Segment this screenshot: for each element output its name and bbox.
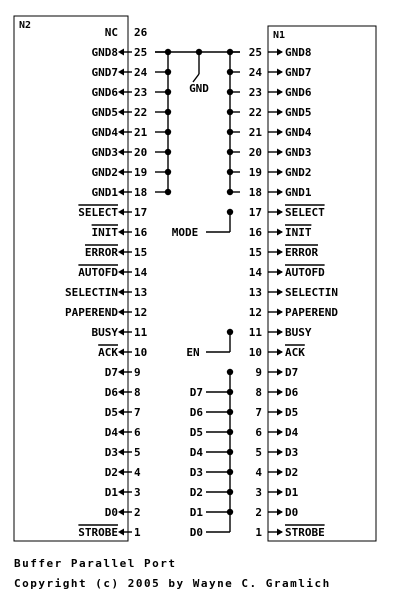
pin-16-label-left: INIT — [91, 226, 118, 239]
pin-7-label-right: D5 — [285, 406, 299, 419]
pin-10-number-left: 10 — [134, 346, 148, 359]
pin-7-arrow-left — [118, 409, 124, 416]
gnd-junction-left-21 — [165, 129, 171, 135]
pin-1-number-right: 1 — [255, 526, 262, 539]
pin-23-label-left: GND6 — [91, 86, 118, 99]
pin-17-label-right: SELECT — [285, 206, 325, 219]
data-net-junction-d0 — [227, 509, 233, 515]
data-net-label-d4: D4 — [189, 446, 203, 459]
gnd-junction-right-18 — [227, 189, 233, 195]
pin-19-label-right: GND2 — [285, 166, 312, 179]
pin-1-number-left: 1 — [134, 526, 141, 539]
data-net-label-d1: D1 — [189, 506, 203, 519]
pin-18-arrow-left — [118, 189, 124, 196]
gnd-junction-right-21 — [227, 129, 233, 135]
pin-23-number-left: 23 — [134, 86, 148, 99]
pin-13-arrow-right — [277, 289, 283, 296]
pin-24-number-left: 24 — [134, 66, 148, 79]
pin-10-label-left: ACK — [98, 346, 118, 359]
pin-9-label-right: D7 — [285, 366, 299, 379]
pin-18-number-right: 18 — [248, 186, 262, 199]
en-net-junction — [227, 329, 233, 335]
pin-17-arrow-right — [277, 209, 283, 216]
pin-15-number-left: 15 — [134, 246, 148, 259]
caption-title: Buffer Parallel Port — [14, 557, 177, 570]
pin-9-number-left: 9 — [134, 366, 141, 379]
pin-7-arrow-right — [277, 409, 283, 416]
gnd-junction-left-20 — [165, 149, 171, 155]
pin-22-number-right: 22 — [248, 106, 262, 119]
pin-8-arrow-right — [277, 389, 283, 396]
pin-8-number-left: 8 — [134, 386, 141, 399]
pin-2-number-left: 2 — [134, 506, 141, 519]
data-net-junction-d3 — [227, 449, 233, 455]
pin-5-label-right: D3 — [285, 446, 299, 459]
pin-2-label-right: D0 — [285, 506, 299, 519]
pin-13-arrow-left — [118, 289, 124, 296]
pin-4-label-right: D2 — [285, 466, 299, 479]
pin-7-label-left: D5 — [104, 406, 118, 419]
pin-12-label-left: PAPEREND — [65, 306, 118, 319]
pin-24-number-right: 24 — [248, 66, 262, 79]
pin-15-label-left: ERROR — [84, 246, 118, 259]
pin-5-number-left: 5 — [134, 446, 141, 459]
pin-20-arrow-right — [277, 149, 283, 156]
pin-11-number-right: 11 — [248, 326, 262, 339]
mode-net-junction — [227, 209, 233, 215]
pin-14-arrow-right — [277, 269, 283, 276]
gnd-junction-right-23 — [227, 89, 233, 95]
pin-4-number-right: 4 — [255, 466, 262, 479]
mode-net-label: MODE — [171, 226, 199, 239]
pin-20-arrow-left — [118, 149, 124, 156]
pin-14-number-right: 14 — [248, 266, 262, 279]
pin-3-arrow-left — [118, 489, 124, 496]
pin-10-label-right: ACK — [285, 346, 305, 359]
pin-6-label-left: D4 — [104, 426, 118, 439]
data-net-label-d5: D5 — [189, 426, 203, 439]
data-net-junction-d6 — [227, 389, 233, 395]
pin-15-arrow-left — [118, 249, 124, 256]
pin-21-number-right: 21 — [248, 126, 262, 139]
pin-17-number-right: 17 — [248, 206, 262, 219]
pin-25-arrow-left — [118, 49, 124, 56]
pin-23-arrow-left — [118, 89, 124, 96]
pin-20-number-right: 20 — [248, 146, 262, 159]
n1-connector-box — [268, 26, 376, 541]
data-net-junction-d2 — [227, 469, 233, 475]
pin-4-label-left: D2 — [104, 466, 118, 479]
pin-13-number-right: 13 — [248, 286, 262, 299]
pin-11-arrow-right — [277, 329, 283, 336]
pin-6-number-right: 6 — [255, 426, 262, 439]
pin-6-label-right: D4 — [285, 426, 299, 439]
pin-14-label-right: AUTOFD — [285, 266, 325, 279]
pin-13-label-right: SELECTIN — [285, 286, 338, 299]
gnd-junction-left-19 — [165, 169, 171, 175]
pin-6-number-left: 6 — [134, 426, 141, 439]
pin-25-number-right: 25 — [248, 46, 262, 59]
pin-2-arrow-left — [118, 509, 124, 516]
pin-5-arrow-right — [277, 449, 283, 456]
gnd-net-label: GND — [189, 82, 209, 95]
pin-22-arrow-left — [118, 109, 124, 116]
pin-26-label-left: NC — [104, 26, 118, 39]
pin-22-number-left: 22 — [134, 106, 148, 119]
pin-26-number-left: 26 — [134, 26, 148, 39]
pin-17-label-left: SELECT — [78, 206, 118, 219]
pin-16-number-right: 16 — [248, 226, 262, 239]
pin-14-number-left: 14 — [134, 266, 148, 279]
pin-18-number-left: 18 — [134, 186, 148, 199]
en-net-label: EN — [186, 346, 200, 359]
pin-18-label-right: GND1 — [285, 186, 312, 199]
pin-21-arrow-right — [277, 129, 283, 136]
data-net-label-d7: D7 — [189, 386, 203, 399]
pin-19-label-left: GND2 — [91, 166, 118, 179]
pin-14-arrow-left — [118, 269, 124, 276]
pin-11-arrow-left — [118, 329, 124, 336]
pin-25-arrow-right — [277, 49, 283, 56]
data-net-junction-d5 — [227, 409, 233, 415]
data-net-junction-d7 — [227, 369, 233, 375]
pin-4-arrow-right — [277, 469, 283, 476]
gnd-junction-right-20 — [227, 149, 233, 155]
pin-2-label-left: D0 — [104, 506, 118, 519]
pin-25-number-left: 25 — [134, 46, 148, 59]
pin-19-number-left: 19 — [134, 166, 148, 179]
pin-15-number-right: 15 — [248, 246, 262, 259]
pin-13-number-left: 13 — [134, 286, 148, 299]
pin-22-label-left: GND5 — [91, 106, 118, 119]
pin-25-label-right: GND8 — [285, 46, 312, 59]
pin-13-label-left: SELECTIN — [65, 286, 118, 299]
pin-8-arrow-left — [118, 389, 124, 396]
pin-24-arrow-left — [118, 69, 124, 76]
data-net-label-d6: D6 — [189, 406, 203, 419]
data-net-label-d0: D0 — [189, 526, 203, 539]
pin-4-number-left: 4 — [134, 466, 141, 479]
pin-8-number-right: 8 — [255, 386, 262, 399]
pin-19-number-right: 19 — [248, 166, 262, 179]
pin-8-label-left: D6 — [104, 386, 118, 399]
gnd-junction-right-25 — [227, 49, 233, 55]
pin-6-arrow-right — [277, 429, 283, 436]
gnd-junction-right-24 — [227, 69, 233, 75]
pin-2-arrow-right — [277, 509, 283, 516]
pin-11-label-right: BUSY — [285, 326, 312, 339]
pin-24-label-right: GND7 — [285, 66, 312, 79]
pin-9-label-left: D7 — [104, 366, 118, 379]
gnd-junction-right-22 — [227, 109, 233, 115]
data-net-junction-d1 — [227, 489, 233, 495]
gnd-junction-left-24 — [165, 69, 171, 75]
gnd-junction-left-25 — [165, 49, 171, 55]
pin-9-arrow-right — [277, 369, 283, 376]
pin-18-arrow-right — [277, 189, 283, 196]
pin-5-arrow-left — [118, 449, 124, 456]
pin-16-arrow-left — [118, 229, 124, 236]
pin-1-arrow-left — [118, 529, 124, 536]
gnd-junction-left-22 — [165, 109, 171, 115]
pin-1-label-right: STROBE — [285, 526, 325, 539]
gnd-junction-right-19 — [227, 169, 233, 175]
pin-20-number-left: 20 — [134, 146, 148, 159]
pin-10-number-right: 10 — [248, 346, 262, 359]
caption-copyright: Copyright (c) 2005 by Wayne C. Gramlich — [14, 577, 331, 590]
pin-21-label-left: GND4 — [91, 126, 118, 139]
pin-9-arrow-left — [118, 369, 124, 376]
pin-15-arrow-right — [277, 249, 283, 256]
pin-5-number-right: 5 — [255, 446, 262, 459]
gnd-junction-left-23 — [165, 89, 171, 95]
pin-19-arrow-left — [118, 169, 124, 176]
pin-17-number-left: 17 — [134, 206, 148, 219]
pin-12-arrow-right — [277, 309, 283, 316]
pin-16-label-right: INIT — [285, 226, 312, 239]
pin-19-arrow-right — [277, 169, 283, 176]
pin-20-label-left: GND3 — [91, 146, 118, 159]
data-net-junction-d4 — [227, 429, 233, 435]
pin-3-arrow-right — [277, 489, 283, 496]
pin-1-arrow-right — [277, 529, 283, 536]
pin-11-number-left: 11 — [134, 326, 148, 339]
pin-25-label-left: GND8 — [91, 46, 118, 59]
pin-17-arrow-left — [118, 209, 124, 216]
pin-9-number-right: 9 — [255, 366, 262, 379]
pin-3-number-right: 3 — [255, 486, 262, 499]
pin-15-label-right: ERROR — [285, 246, 319, 259]
gnd-net-slant — [193, 74, 199, 82]
pin-20-label-right: GND3 — [285, 146, 312, 159]
pin-1-label-left: STROBE — [78, 526, 118, 539]
pin-22-label-right: GND5 — [285, 106, 312, 119]
pin-3-number-left: 3 — [134, 486, 141, 499]
pin-5-label-left: D3 — [104, 446, 118, 459]
pin-21-label-right: GND4 — [285, 126, 312, 139]
pin-7-number-left: 7 — [134, 406, 141, 419]
pin-16-number-left: 16 — [134, 226, 148, 239]
pin-23-arrow-right — [277, 89, 283, 96]
pin-12-number-left: 12 — [134, 306, 148, 319]
n2-label: N2 — [19, 20, 32, 31]
pin-12-arrow-left — [118, 309, 124, 316]
pin-4-arrow-left — [118, 469, 124, 476]
pin-10-arrow-right — [277, 349, 283, 356]
pin-14-label-left: AUTOFD — [78, 266, 118, 279]
pin-12-number-right: 12 — [248, 306, 262, 319]
pin-18-label-left: GND1 — [91, 186, 118, 199]
data-net-label-d2: D2 — [189, 486, 203, 499]
pin-21-arrow-left — [118, 129, 124, 136]
gnd-junction-left-18 — [165, 189, 171, 195]
pin-23-label-right: GND6 — [285, 86, 312, 99]
pin-22-arrow-right — [277, 109, 283, 116]
pin-2-number-right: 2 — [255, 506, 262, 519]
n1-label: N1 — [273, 30, 286, 41]
pin-8-label-right: D6 — [285, 386, 299, 399]
pin-3-label-right: D1 — [285, 486, 299, 499]
data-net-label-d3: D3 — [189, 466, 203, 479]
pin-10-arrow-left — [118, 349, 124, 356]
pin-6-arrow-left — [118, 429, 124, 436]
pin-7-number-right: 7 — [255, 406, 262, 419]
pin-24-arrow-right — [277, 69, 283, 76]
pin-21-number-left: 21 — [134, 126, 148, 139]
pin-24-label-left: GND7 — [91, 66, 118, 79]
pin-12-label-right: PAPEREND — [285, 306, 338, 319]
pin-3-label-left: D1 — [104, 486, 118, 499]
pin-23-number-right: 23 — [248, 86, 262, 99]
pin-11-label-left: BUSY — [91, 326, 118, 339]
pin-16-arrow-right — [277, 229, 283, 236]
